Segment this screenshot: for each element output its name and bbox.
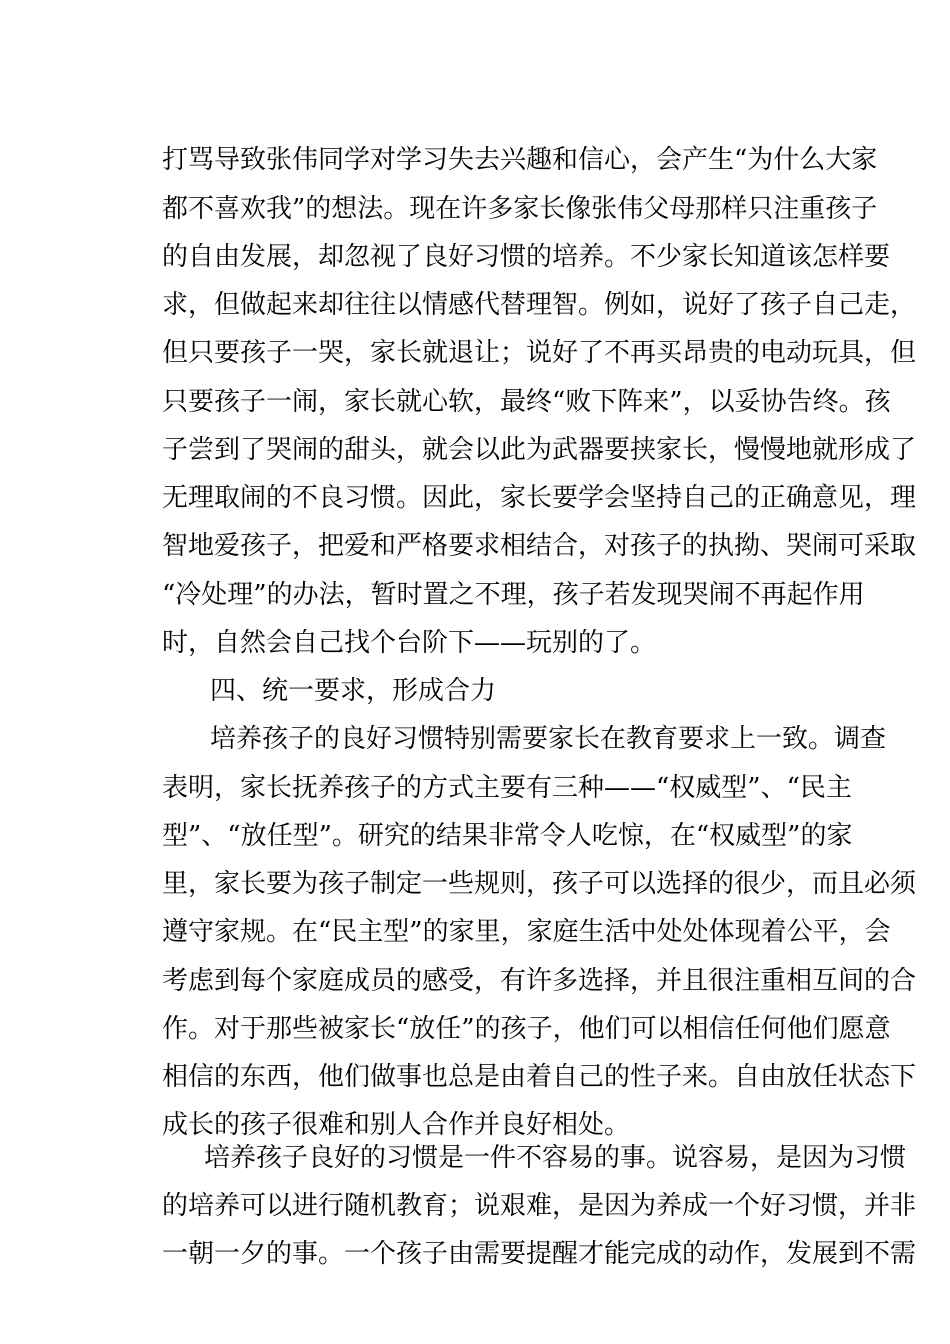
paragraph-2-line: 相信的东西，他们做事也总是由着自己的性子来。自由放任状态下: [162, 1062, 917, 1092]
paragraph-1-line: 只要孩子一闹，家长就心软，最终“败下阵来”，以妥协告终。孩: [162, 387, 891, 417]
paragraph-1-line: 子尝到了哭闹的甜头，就会以此为武器要挟家长，慢慢地就形成了: [162, 435, 917, 465]
paragraph-1-line: “冷处理”的办法，暂时置之不理，孩子若发现哭闹不再起作用: [162, 580, 865, 610]
paragraph-2-line: 成长的孩子很难和别人合作并良好相处。: [162, 1110, 631, 1140]
paragraph-3-line: 一朝一夕的事。一个孩子由需要提醒才能完成的动作，发展到不需: [162, 1239, 917, 1269]
paragraph-1-line: 无理取闹的不良习惯。因此，家长要学会坚持自己的正确意见，理: [162, 483, 917, 513]
paragraph-2-line: 考虑到每个家庭成员的感受，有许多选择，并且很注重相互间的合: [162, 966, 917, 996]
paragraph-1-line: 的自由发展，却忽视了良好习惯的培养。不少家长知道该怎样要: [162, 242, 891, 272]
paragraph-2-line: 作。对于那些被家长“放任”的孩子，他们可以相信任何他们愿意: [162, 1014, 891, 1044]
paragraph-3-line: 的培养可以进行随机教育；说艰难，是因为养成一个好习惯，并非: [162, 1191, 917, 1221]
paragraph-2-line: 表明，家长抚养孩子的方式主要有三种——“权威型”、“民主: [162, 773, 852, 803]
paragraph-3-line: 培养孩子良好的习惯是一件不容易的事。说容易，是因为习惯: [204, 1143, 907, 1173]
section-heading: 四、统一要求，形成合力: [210, 676, 497, 706]
paragraph-2-line: 遵守家规。在“民主型”的家里，家庭生活中处处体现着公平，会: [162, 917, 891, 947]
paragraph-1-line: 智地爱孩子，把爱和严格要求相结合，对孩子的执拗、哭闹可采取: [162, 531, 917, 561]
paragraph-2-line: 里，家长要为孩子制定一些规则，孩子可以选择的很少，而且必须: [162, 869, 917, 899]
paragraph-1-line: 但只要孩子一哭，家长就退让；说好了不再买昂贵的电动玩具，但: [162, 338, 917, 368]
paragraph-1-line: 求，但做起来却往往以情感代替理智。例如，说好了孩子自己走，: [162, 290, 917, 320]
paragraph-2-line: 型”、“放任型”。研究的结果非常令人吃惊，在“权威型”的家: [162, 821, 853, 851]
paragraph-1-line: 都不喜欢我”的想法。现在许多家长像张伟父母那样只注重孩子: [162, 194, 878, 224]
paragraph-2-line: 培养孩子的良好习惯特别需要家长在教育要求上一致。调查: [210, 724, 887, 754]
paragraph-1-line: 时，自然会自己找个台阶下——玩别的了。: [162, 628, 657, 658]
paragraph-1-line: 打骂导致张伟同学对学习失去兴趣和信心，会产生“为什么大家: [162, 145, 878, 175]
